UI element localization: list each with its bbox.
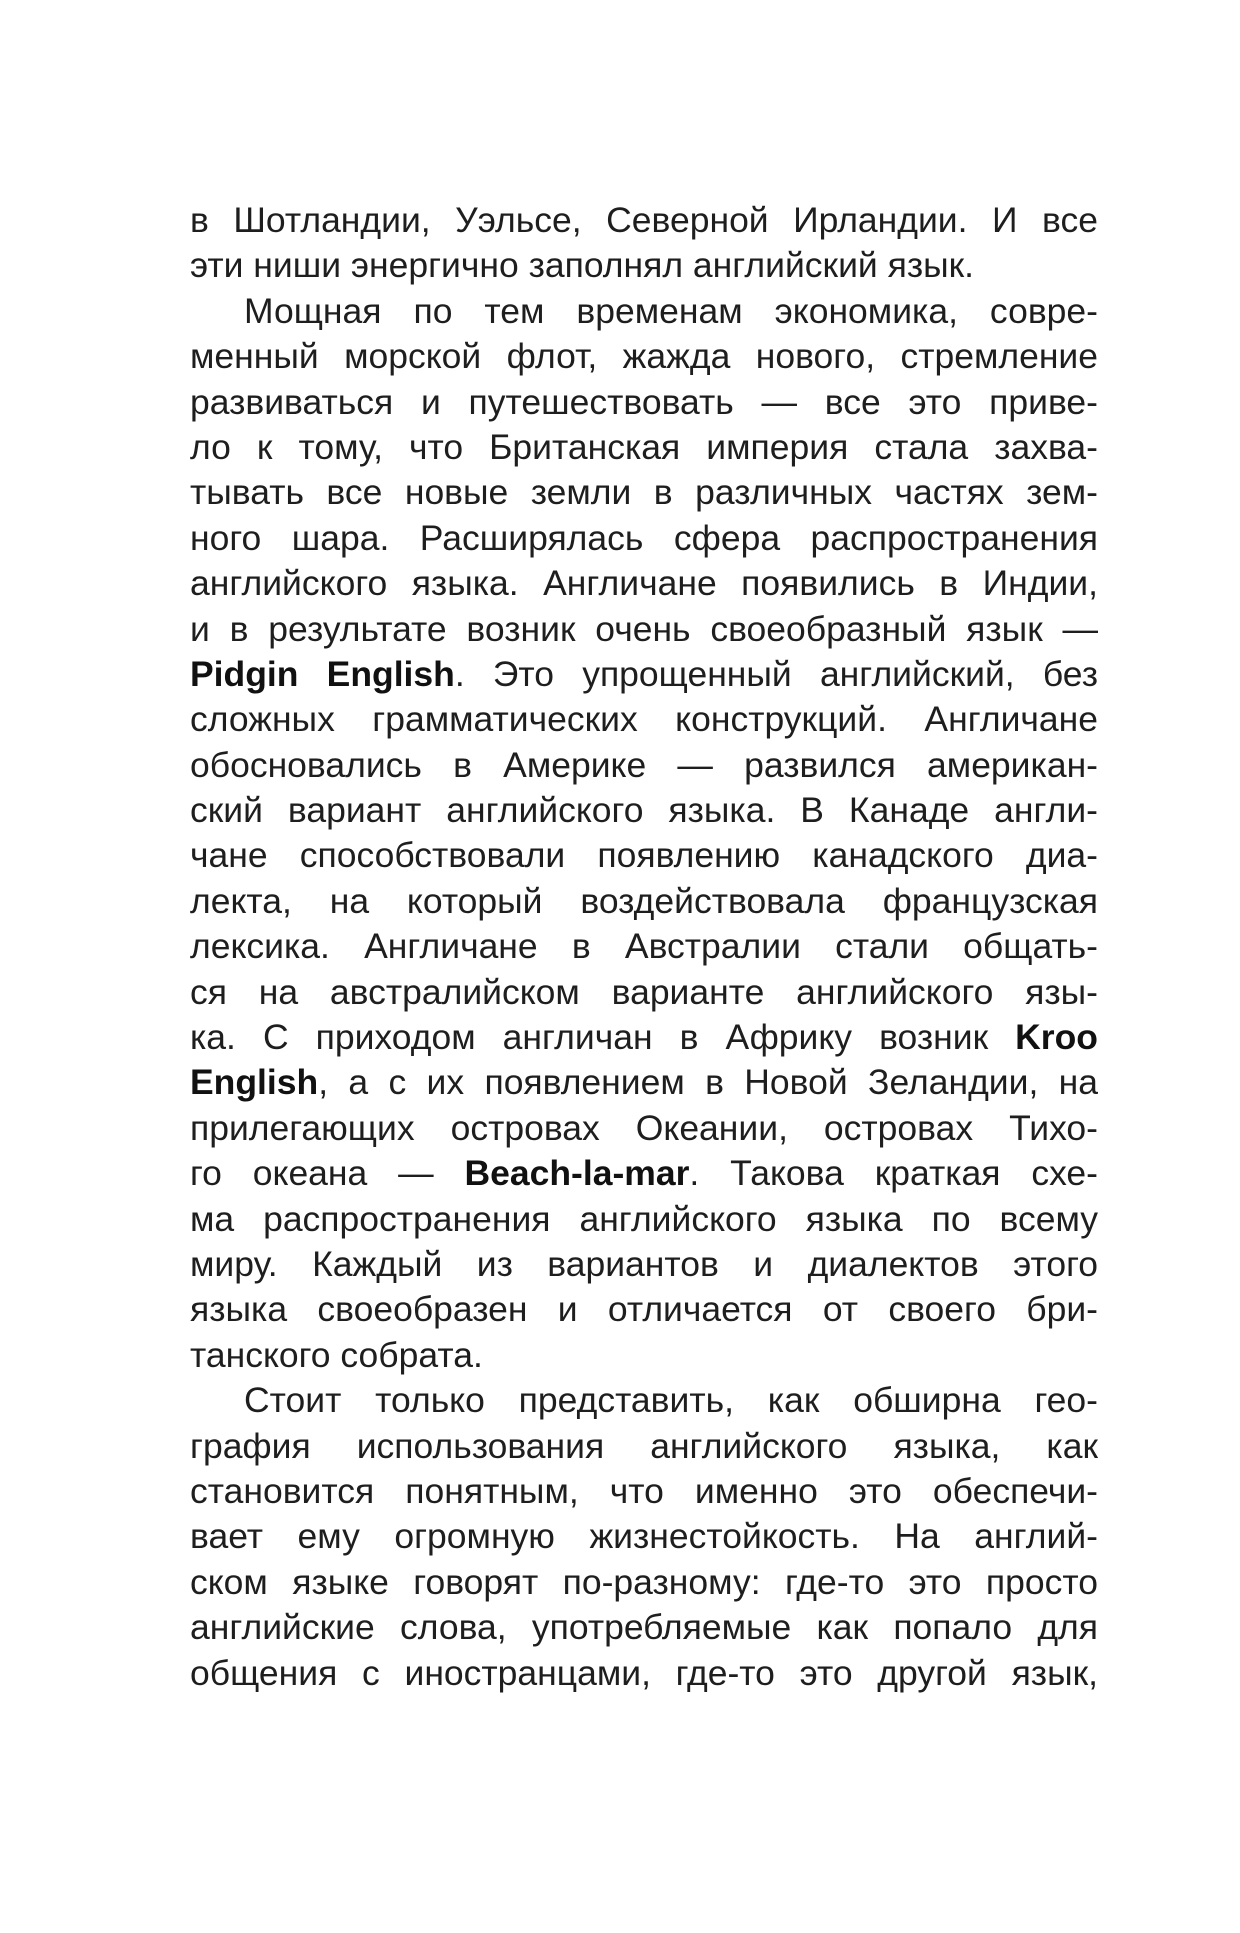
text-run: английского языка. Англичане появились в Индии, <box>190 563 1098 604</box>
body-text <box>190 198 1098 1696</box>
text-run: вает ему огромную жизнестойкость. На англий- <box>190 1516 1098 1557</box>
text-run: ного шара. Расширялась сфера распространения <box>190 517 1098 558</box>
text-line <box>190 425 1098 470</box>
text-line <box>190 380 1098 425</box>
text-run: лекта, на который воздействовала французская <box>190 880 1098 921</box>
text-line <box>190 1015 1098 1060</box>
text-line <box>190 1560 1098 1605</box>
text-run: в Шотландии, Уэльсе, Северной Ирландии. И все <box>190 200 1098 240</box>
text-line <box>190 289 1098 334</box>
text-run: ском языке говорят по-разному: где-то это просто <box>190 1561 1098 1602</box>
bold-term: Pidgin English <box>190 653 455 694</box>
text-run: го океана — <box>190 1153 465 1194</box>
text-run: ка. С приходом англичан в Африку возник <box>190 1017 1016 1058</box>
text-run: ский вариант английского языка. В Канаде англи- <box>190 790 1098 831</box>
text-run: чане способствовали появлению канадского диа- <box>190 835 1098 876</box>
text-line <box>190 470 1098 515</box>
text-run: ло к тому, что Британская империя стала захва- <box>190 426 1098 467</box>
text-line <box>190 1242 1098 1287</box>
text-line <box>190 833 1098 878</box>
text-run: общения с иностранцами, где-то это другой язык, <box>190 1652 1098 1693</box>
text-line <box>190 1651 1098 1696</box>
text-run: Стоит только представить, как обширна гео- <box>244 1380 1098 1421</box>
text-run: прилегающих островах Океании, островах Тихо- <box>190 1107 1098 1148</box>
text-line <box>190 1060 1098 1105</box>
text-run: ма распространения английского языка по всему <box>190 1198 1098 1239</box>
text-run: сложных грамматических конструкций. Англичане <box>190 699 1098 740</box>
text-run: и в результате возник очень своеобразный язык — <box>190 608 1098 649</box>
text-run: становится понятным, что именно это обеспечи- <box>190 1470 1098 1511</box>
text-run: английские слова, употребляемые как попало для <box>190 1607 1098 1648</box>
text-line <box>190 743 1098 788</box>
text-run: лексика. Англичане в Австралии стали общать- <box>190 926 1098 967</box>
text-run: миру. Каждый из вариантов и диалектов этого <box>190 1243 1098 1284</box>
text-line <box>190 1378 1098 1423</box>
text-line <box>190 697 1098 742</box>
text-run: эти ниши энергично заполнял английский язык. <box>190 245 975 286</box>
text-line <box>190 879 1098 924</box>
text-line <box>190 1514 1098 1559</box>
text-run: обосновались в Америке — развился американ- <box>190 744 1098 785</box>
text-line <box>190 243 1098 288</box>
text-line <box>190 1287 1098 1332</box>
text-run: развиваться и путешествовать — все это приве- <box>190 381 1098 422</box>
text-run: ся на австралийском варианте английского язы- <box>190 971 1098 1012</box>
text-run: танского собрата. <box>190 1334 483 1375</box>
text-run: Мощная по тем временам экономика, совре- <box>244 290 1098 331</box>
text-line <box>190 1151 1098 1196</box>
bold-term: Beach-la-mar <box>464 1153 690 1194</box>
text-run: языка своеобразен и отличается от своего бри- <box>190 1289 1098 1330</box>
text-line <box>190 924 1098 969</box>
text-line <box>190 788 1098 833</box>
text-run: менный морской флот, жажда нового, стремление <box>190 336 1098 377</box>
text-run: . Это упрощенный английский, без <box>454 653 1098 694</box>
text-line <box>190 1197 1098 1242</box>
text-run: , а с их появлением в Новой Зеландии, на <box>318 1062 1098 1103</box>
text-run: . Такова краткая схе- <box>689 1153 1098 1194</box>
text-line <box>190 652 1098 697</box>
text-line <box>190 970 1098 1015</box>
text-run: графия использования английского языка, как <box>190 1425 1098 1466</box>
text-line <box>190 1605 1098 1650</box>
text-line <box>190 198 1098 243</box>
text-run: тывать все новые земли в различных частях зем- <box>190 472 1098 513</box>
text-line <box>190 1424 1098 1469</box>
text-line <box>190 607 1098 652</box>
bold-term: English <box>190 1062 319 1103</box>
text-line <box>190 334 1098 379</box>
text-line <box>190 516 1098 561</box>
text-line <box>190 1333 1098 1378</box>
text-line <box>190 561 1098 606</box>
text-line <box>190 1469 1098 1514</box>
text-line <box>190 1106 1098 1151</box>
bold-term: Kroo <box>1015 1017 1098 1058</box>
